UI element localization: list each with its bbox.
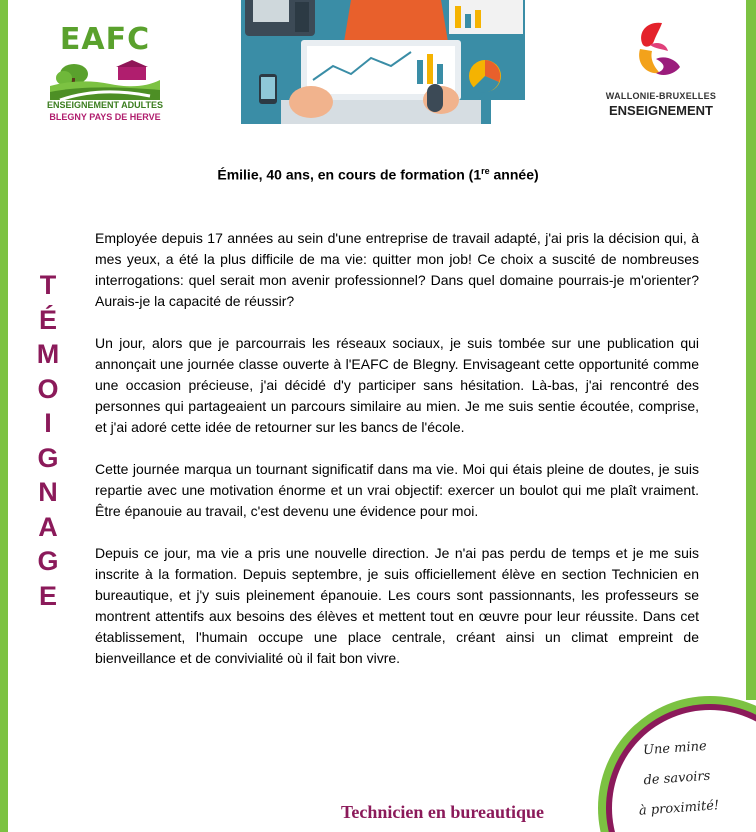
- wbe-logo-line1: WALLONIE-BRUXELLES: [605, 91, 717, 101]
- section-title: Technicien en bureautique: [341, 802, 545, 822]
- office-desk-illustration: [241, 0, 525, 124]
- vertical-letter: E: [38, 580, 57, 611]
- vertical-letter: O: [37, 373, 59, 404]
- wbe-symbol-icon: [598, 15, 724, 87]
- slogan-line: Une mine: [642, 738, 708, 759]
- vertical-letter: É: [38, 304, 57, 335]
- paragraph: Depuis ce jour, ma vie a pris une nouvelle direction. Je n'ai pas perdu de temps et je me suis inscrite à la formation. Depuis septembre, je suis officiellement élève en section Technicien en bureautique, et j'y suis pleinement épanouie. Les cours sont passionnants, les professeurs se montrent attentifs aux besoins des élèves et mettent tout en œuvre pour leur réussite. Dans cet établissement, l'humain occupe une place centrale, créant ainsi un climat empreint de bienveillance et de convivialité où il fait bon vivre.: [95, 545, 699, 666]
- vertical-letter: A: [38, 511, 58, 542]
- slogan: [609, 730, 745, 829]
- slogan-line: à proximité!: [638, 798, 720, 819]
- eafc-logo-title: EAFC: [59, 22, 151, 57]
- right-green-border: [746, 0, 756, 700]
- vertical-letter: M: [36, 339, 60, 369]
- vertical-letter: I: [44, 408, 52, 438]
- subtitle-text: Émilie, 40 ans, en cours de formation (1: [217, 166, 482, 183]
- left-green-border: [0, 0, 8, 832]
- paragraph: Un jour, alors que je parcourrais les réseaux sociaux, je suis tombée sur une publication qui annonçait une journée classe ouverte à l'EAFC de Blegny. Envisageant cette opportunité comme une occasion précieuse, j'ai décidé d'y participer sans hésitation. Là-bas, j'ai rencontré des personnes qui partageaient un parcours similaire au mien. Je me suis sentie écoutée, comprise, et j'ai adoré cette idée de retourner sur les bancs de l'école.: [95, 335, 699, 435]
- eafc-landscape-icon: [50, 60, 160, 100]
- vertical-letter: N: [38, 477, 58, 507]
- subtitle-end: année): [489, 166, 539, 183]
- vertical-letter: G: [37, 546, 59, 576]
- paragraph: Cette journée marqua un tournant significatif dans ma vie. Moi qui étais pleine de doutes, je suis repartie avec une motivation énorme et un vrai objectif: exercer un boulot qui me plaît vraiment. Être épanouie au travail, c'est devenu une évidence pour moi.: [95, 461, 699, 519]
- eafc-logo: [44, 22, 166, 122]
- wbe-logo-line2: ENSEIGNEMENT: [608, 103, 713, 118]
- eafc-logo-line2: BLEGNY PAYS DE HERVE: [49, 112, 161, 122]
- vertical-word-temoignage: [30, 268, 66, 613]
- vertical-letter: G: [37, 442, 59, 473]
- wbe-logo: [598, 15, 724, 120]
- subtitle-superscript: re: [481, 166, 490, 176]
- testimonial-subtitle: [0, 166, 756, 183]
- vertical-letter: T: [39, 270, 57, 300]
- paragraph: Employée depuis 17 années au sein d'une entreprise de travail adapté, j'ai pris la décision qui, à mes yeux, a été la plus difficile de ma vie: quitter mon job! Ce choix a suscité de nombreuses interrogations: quel serait mon avenir professionnel? Dans quel domaine pourrais-je m'orienter? Aurais-je la capacité de réussir?: [95, 230, 699, 309]
- eafc-logo-line1: ENSEIGNEMENT ADULTES: [46, 100, 163, 110]
- slogan-line: de savoirs: [643, 768, 711, 789]
- testimonial-body: [95, 228, 699, 690]
